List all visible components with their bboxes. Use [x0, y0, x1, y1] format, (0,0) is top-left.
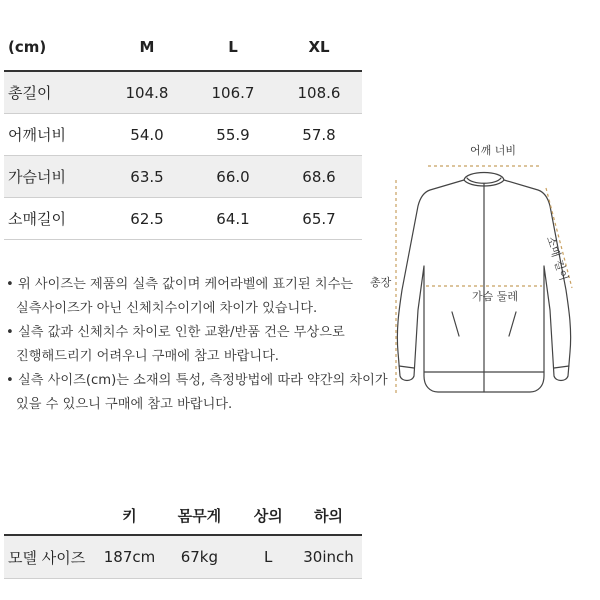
cell-m: 62.5 [130, 209, 164, 228]
model-table-header [4, 496, 362, 536]
shoulder-width-label: 어깨 너비 [470, 144, 517, 157]
size-table-header [4, 24, 362, 72]
note-item [6, 273, 366, 321]
cell-xl: 57.8 [302, 125, 336, 144]
note-line: • 실측 값과 신체치수 차이로 인한 교환/반품 건은 무상으로 [6, 325, 345, 340]
table-row-total-length [4, 72, 362, 114]
cell-m: 104.8 [125, 83, 169, 102]
note-line: 진행해드리기 어려우니 구매에 참고 바랍니다. [16, 349, 280, 364]
model-table-row [4, 536, 362, 579]
bottom-header: 하의 [314, 506, 343, 525]
row-label: 어깨너비 [8, 126, 66, 144]
table-row-sleeve [4, 198, 362, 240]
cell-l: 55.9 [216, 125, 250, 144]
cell-m: 63.5 [130, 167, 164, 186]
note-item [6, 321, 366, 369]
model-size-table [4, 496, 362, 579]
jacket-measurement-diagram [366, 140, 600, 430]
note-line: • 위 사이즈는 제품의 실측 값이며 케어라벨에 표기된 치수는 [6, 277, 354, 292]
model-top-size: L [264, 548, 273, 566]
cell-xl: 108.6 [297, 83, 341, 102]
row-label: 가슴너비 [8, 168, 66, 186]
table-row-chest [4, 156, 362, 198]
note-item [6, 369, 388, 417]
chest-width-label: 가슴 둘레 [472, 290, 519, 303]
cell-xl: 68.6 [302, 167, 336, 186]
size-table [4, 24, 362, 240]
note-line: • 실측 사이즈(cm)는 소재의 특성, 측정방법에 따라 약간의 차이가 [6, 373, 388, 388]
cell-l: 64.1 [216, 209, 250, 228]
top-header: 상의 [253, 506, 283, 525]
table-row-shoulder [4, 114, 362, 156]
cell-l: 106.7 [211, 83, 255, 102]
size-l-header: L [228, 38, 238, 56]
size-xl-header: XL [308, 38, 330, 56]
row-label: 소매길이 [8, 210, 66, 228]
row-label: 총길이 [8, 84, 52, 102]
note-line: 있을 수 있으니 구매에 참고 바랍니다. [16, 397, 233, 412]
total-length-label: 총장 [370, 276, 392, 289]
model-bottom-size: 30inch [303, 548, 354, 566]
cell-l: 66.0 [216, 167, 250, 186]
size-m-header: M [139, 38, 155, 56]
model-height: 187cm [103, 548, 156, 566]
height-header: 키 [122, 506, 137, 525]
cell-m: 54.0 [130, 125, 164, 144]
unit-label: (cm) [8, 38, 47, 56]
note-line: 실측사이즈가 아닌 신체치수이기에 차이가 있습니다. [16, 301, 318, 316]
model-weight: 67kg [180, 548, 218, 566]
jacket-illustration [366, 140, 600, 430]
sleeve-length-label: 소매 길이 [543, 234, 571, 283]
model-row-label: 모델 사이즈 [8, 548, 86, 567]
cell-xl: 65.7 [302, 209, 336, 228]
weight-header: 몸무게 [177, 506, 222, 525]
